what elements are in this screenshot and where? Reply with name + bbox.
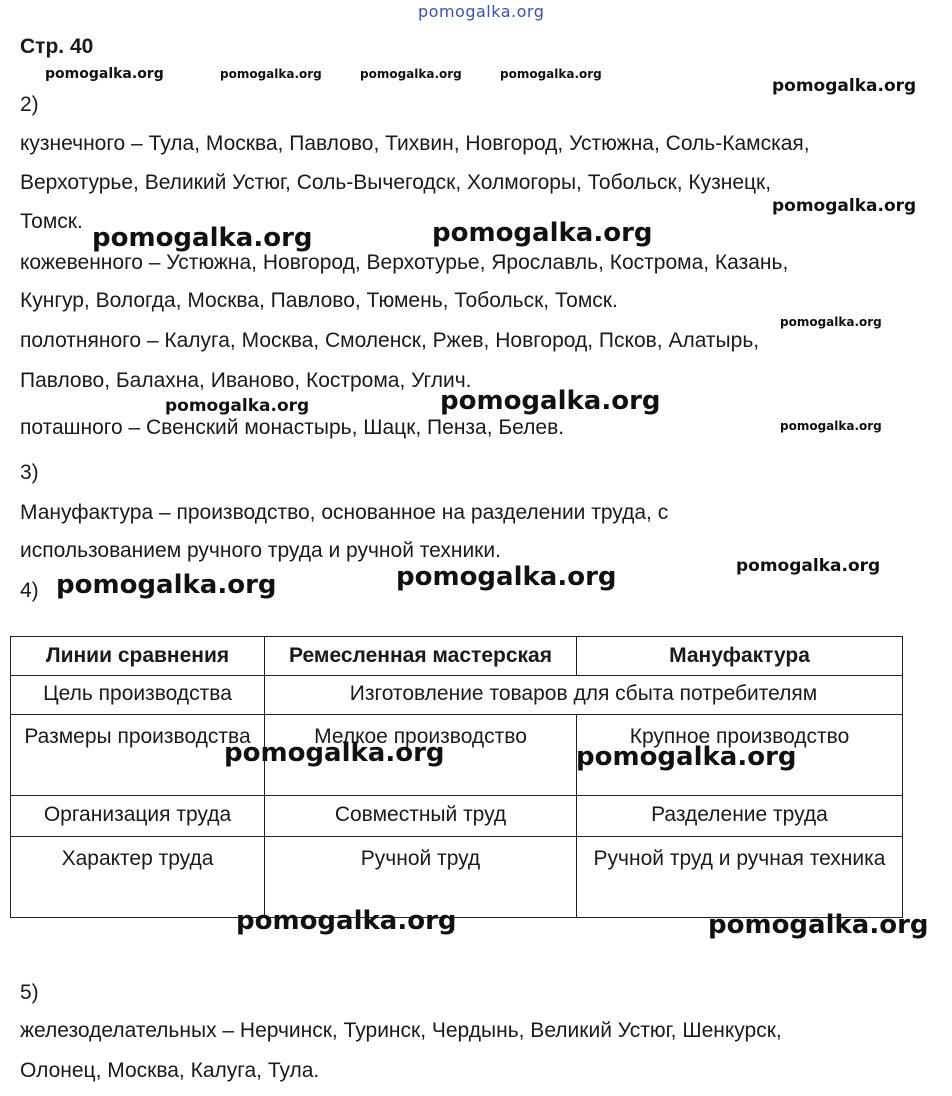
watermark: pomogalka.org: [500, 67, 602, 81]
text-line: Олонец, Москва, Калуга, Тула.: [20, 1059, 320, 1082]
watermark: pomogalka.org: [780, 315, 882, 329]
table-cell: Ручной труд: [265, 837, 577, 918]
table-cell: Характер труда: [11, 837, 265, 918]
watermark: pomogalka.org: [56, 570, 277, 600]
text-line: полотняного – Калуга, Москва, Смоленск, Ржев, Новгород, Псков, Алатырь,: [20, 329, 760, 352]
text-line: Кунгур, Вологда, Москва, Павлово, Тюмень, Тобольск, Томск.: [20, 289, 618, 312]
watermark: pomogalka.org: [576, 742, 797, 772]
watermark: pomogalka.org: [432, 218, 653, 248]
comparison-table: [10, 636, 903, 918]
section-number: 2): [20, 93, 39, 116]
section-number: 3): [20, 461, 39, 484]
page-title: Стр. 40: [20, 35, 94, 58]
table-cell: Цель производства: [11, 676, 265, 715]
watermark: pomogalka.org: [440, 386, 661, 416]
text-line: кузнечного – Тула, Москва, Павлово, Тихвин, Новгород, Устюжна, Соль-Камская,: [20, 132, 810, 155]
text-line: поташного – Свенский монастырь, Шацк, Пенза, Белев.: [20, 416, 565, 439]
watermark: pomogalka.org: [708, 910, 929, 940]
watermark: pomogalka.org: [224, 738, 445, 768]
table-cell: Совместный труд: [265, 796, 577, 837]
site-link[interactable]: pomogalka.org: [418, 2, 545, 21]
text-line: использованием ручного труда и ручной техники.: [20, 539, 501, 562]
table-cell: Мелкое производство: [265, 715, 577, 796]
table-cell: Крупное производство: [577, 715, 903, 796]
table-cell: Ручной труд и ручная техника: [577, 837, 903, 918]
watermark: pomogalka.org: [736, 556, 881, 576]
table-cell: Изготовление товаров для сбыта потребителям: [265, 676, 903, 715]
table-row: [11, 676, 903, 715]
watermark: pomogalka.org: [772, 76, 917, 96]
watermark: pomogalka.org: [92, 223, 313, 253]
table-header: Ремесленная мастерская: [265, 637, 577, 676]
text-line: Мануфактура – производство, основанное на разделении труда, с: [20, 501, 669, 524]
table-cell: Организация труда: [11, 796, 265, 837]
table-cell: Размеры производства: [11, 715, 265, 796]
section-number: 5): [20, 981, 39, 1004]
text-line: Томск.: [20, 210, 83, 233]
table-header: Мануфактура: [577, 637, 903, 676]
table-header: Линии сравнения: [11, 637, 265, 676]
text-line: Павлово, Балахна, Иваново, Кострома, Углич.: [20, 369, 472, 392]
watermark: pomogalka.org: [360, 67, 462, 81]
text-line: железоделательных – Нерчинск, Туринск, Чердынь, Великий Устюг, Шенкурск,: [20, 1019, 782, 1042]
watermark: pomogalka.org: [165, 396, 310, 416]
watermark: pomogalka.org: [236, 906, 457, 936]
table-cell: Разделение труда: [577, 796, 903, 837]
text-line: кожевенного – Устюжна, Новгород, Верхотурье, Ярославль, Кострома, Казань,: [20, 251, 789, 274]
text-line: Верхотурье, Великий Устюг, Соль-Вычегодск, Холмогоры, Тобольск, Кузнецк,: [20, 171, 772, 194]
watermark: pomogalka.org: [772, 196, 917, 216]
watermark: pomogalka.org: [396, 562, 617, 592]
watermark: pomogalka.org: [220, 67, 322, 81]
watermark: pomogalka.org: [45, 66, 164, 82]
table-row: [11, 796, 903, 837]
table-header-row: [11, 637, 903, 676]
section-number: 4): [20, 579, 39, 602]
watermark: pomogalka.org: [780, 419, 882, 433]
